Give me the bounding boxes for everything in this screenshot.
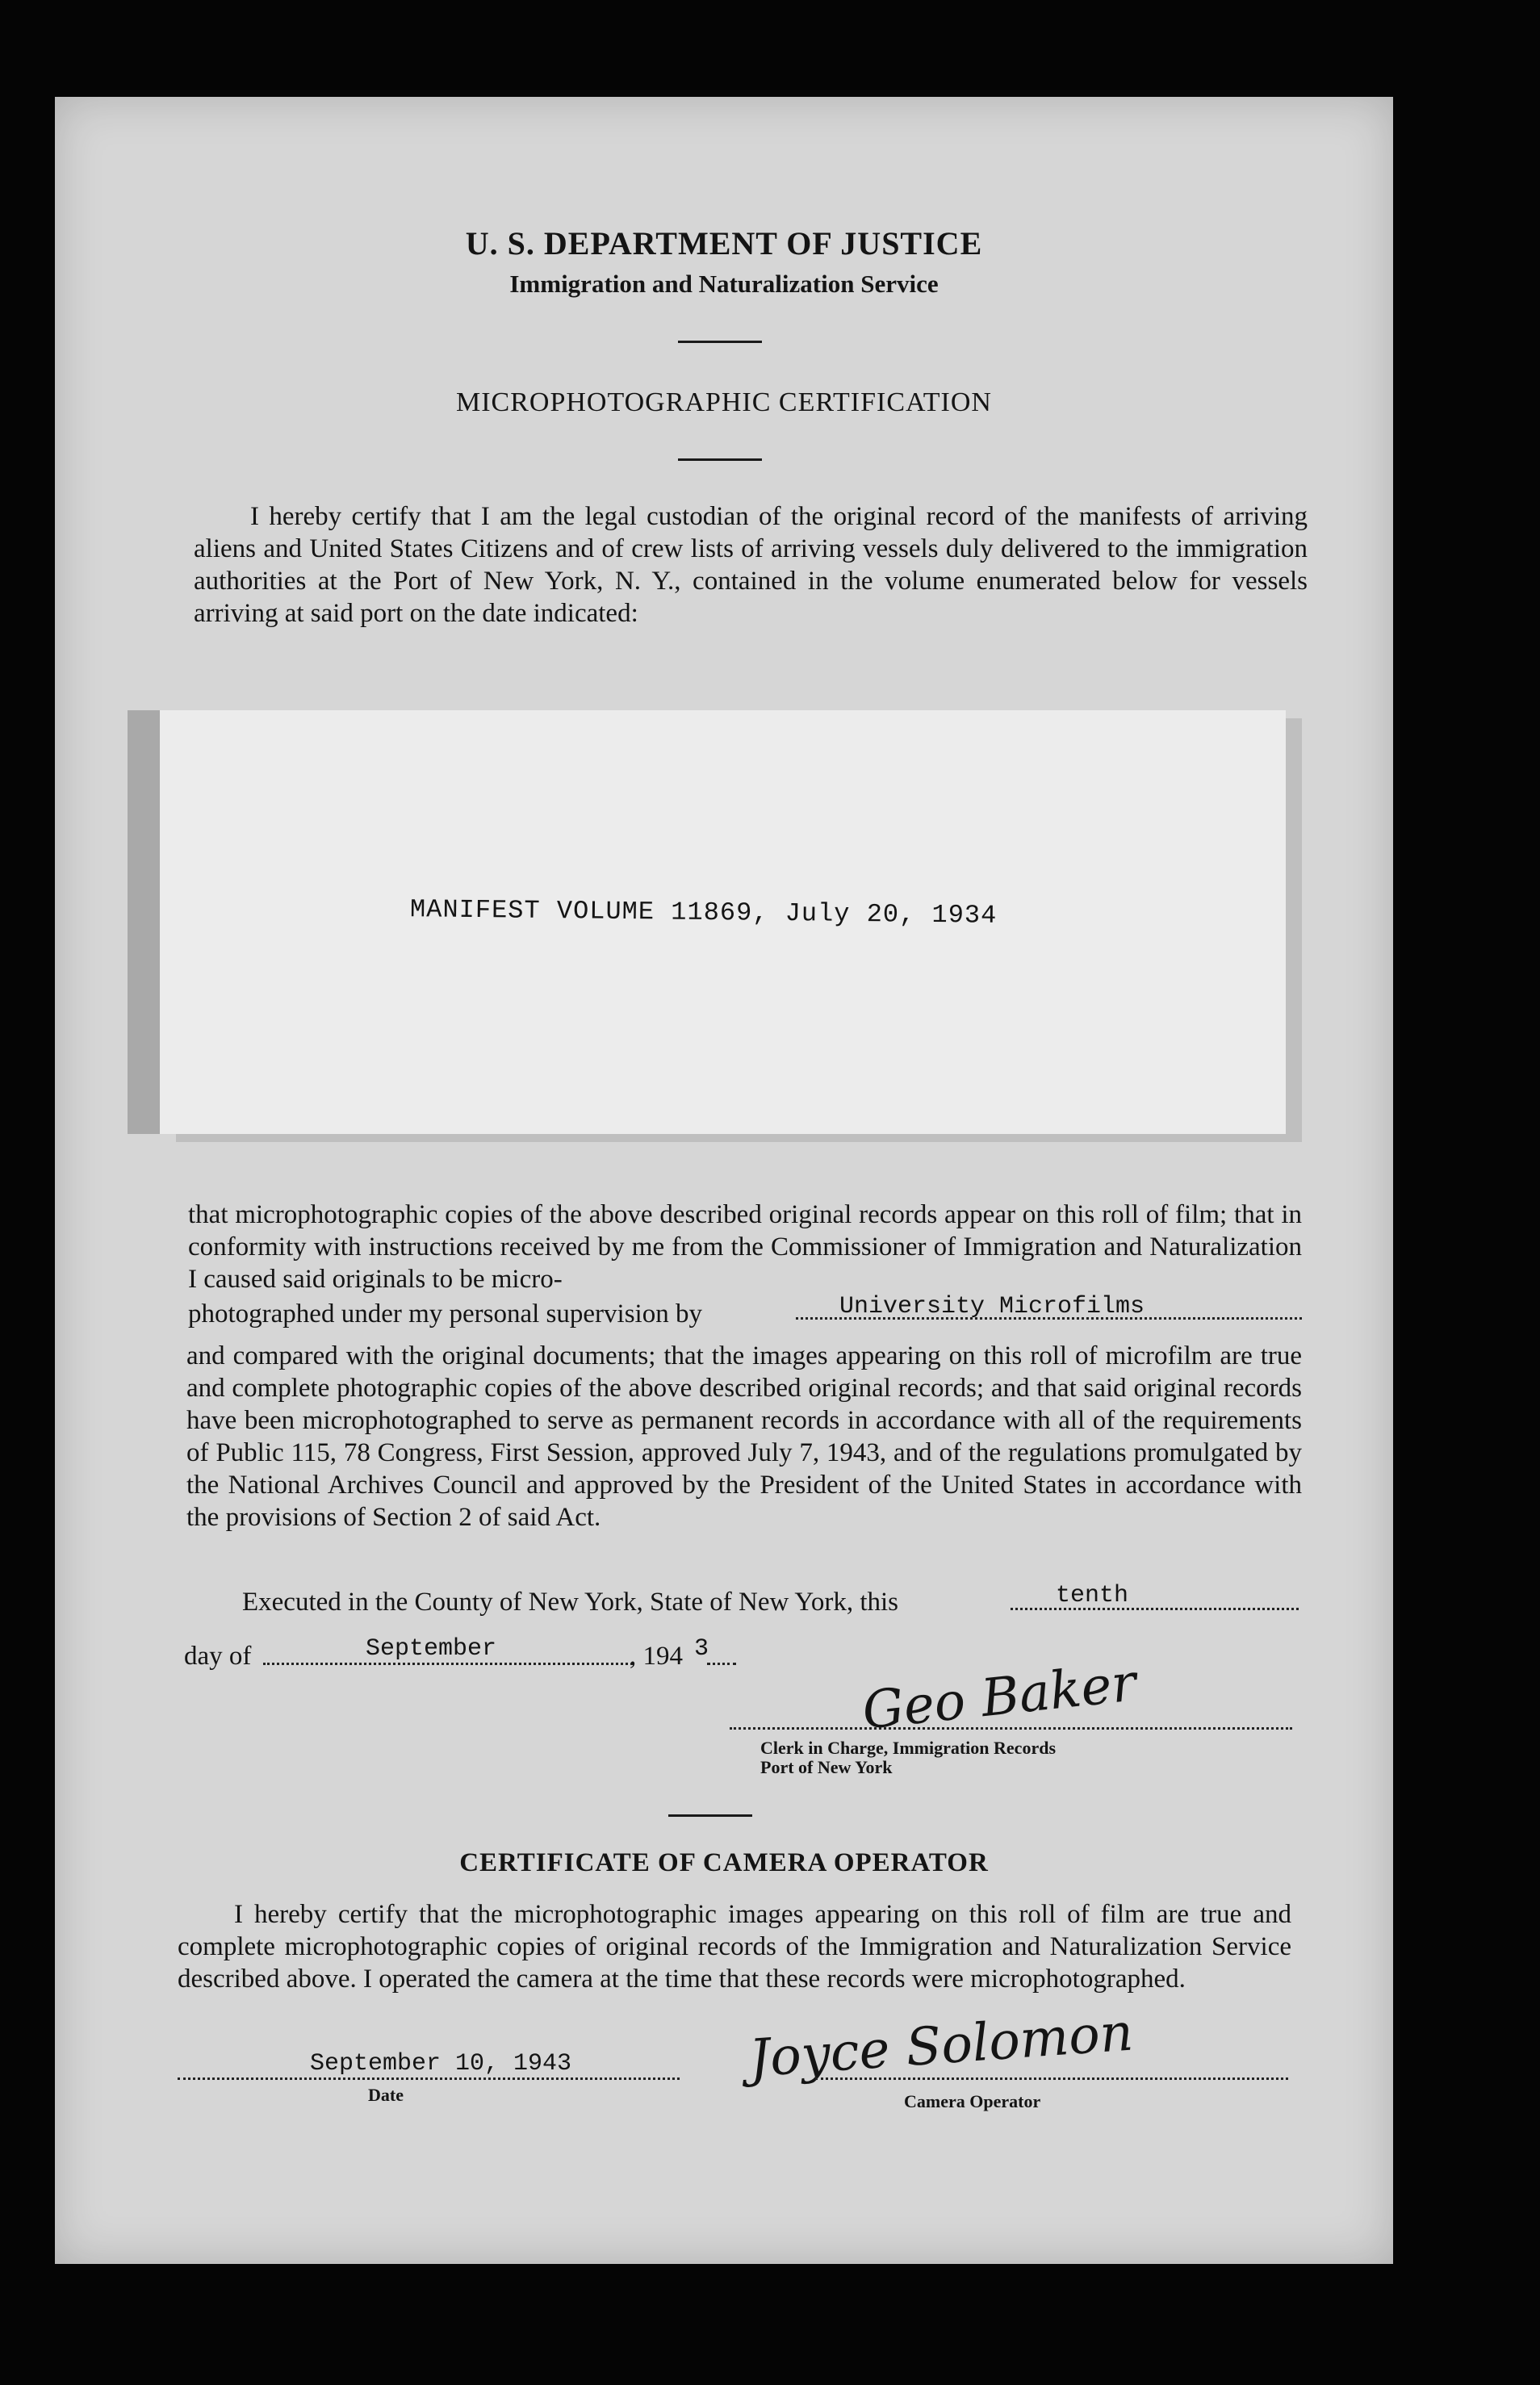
clerk-title-1: Clerk in Charge, Immigration Records — [760, 1738, 1057, 1758]
camera-paragraph: I hereby certify that the microphotographic images appearing on this roll of film are true and complete microphotographic copies of original records of the Immigration and Naturalization Service described above. I operated the camera at the time that these records were microphotographed. — [178, 1900, 1291, 1994]
execution-day-dotted-line — [1011, 1608, 1299, 1610]
operator-label: Camera Operator — [904, 2091, 1041, 2111]
manifest-card — [160, 710, 1286, 1134]
certification-title: MICROPHOTOGRAPHIC CERTIFICATION — [455, 387, 992, 417]
service-subtitle: Immigration and Naturalization Service — [509, 270, 939, 298]
execution-day: tenth — [1056, 1582, 1129, 1609]
operator-dotted-line — [815, 2077, 1288, 2080]
manifest-label: MANIFEST VOLUME 11869, July 20, 1934 — [409, 894, 998, 931]
department-title: U. S. DEPARTMENT OF JUSTICE — [465, 225, 983, 262]
body-paragraph-1: that microphotographic copies of the above described original records appear on this roll of film; that in conformity with instructions received by me from the Commissioner of Immigration and Naturalization I caused said originals to be micro- — [188, 1200, 1302, 1294]
year-prefix: , 194 — [630, 1642, 683, 1671]
clerk-signature: Geo Baker — [860, 1653, 1140, 1742]
camera-heading: CERTIFICATE OF CAMERA OPERATOR — [459, 1848, 989, 1877]
day-of-label: day of — [184, 1642, 252, 1671]
month-dotted-line — [263, 1663, 633, 1665]
supervision-name: University Microfilms — [839, 1293, 1145, 1320]
clerk-signature-line — [730, 1727, 1292, 1730]
execution-prefix: Executed in the County of New York, State of New York, this — [242, 1588, 899, 1617]
divider-bottom — [668, 1814, 752, 1817]
date-label: Date — [368, 2085, 404, 2105]
year-dotted-line — [707, 1663, 736, 1665]
execution-month: September — [366, 1635, 497, 1663]
camera-date: September 10, 1943 — [310, 2050, 572, 2077]
divider-top — [678, 341, 762, 343]
execution-line — [242, 1586, 898, 1618]
divider-mid — [678, 458, 762, 461]
clerk-title-2: Port of New York — [760, 1757, 893, 1777]
date-dotted-line — [178, 2077, 680, 2080]
operator-signature: Joyce Solomon — [747, 2002, 1136, 2090]
body-paragraph-2: and compared with the original documents; that the images appearing on this roll of microfilm are true and complete photographic copies of the above described original records; and that said original records have been microphotographed to serve as permanent records in accordance with all of the requirements of Public 115, 78 Congress, First Session, approved July 7, 1943, and of the regulations promulgated by the National Archives Council and approved by the President of the United States in accordance with the provisions of Section 2 of said Act. — [186, 1341, 1302, 1532]
supervision-prefix: photographed under my personal supervision by — [188, 1299, 702, 1328]
certificate-page — [55, 97, 1393, 2264]
year-digit: 3 — [694, 1635, 709, 1663]
intro-paragraph: I hereby certify that I am the legal custodian of the original record of the manifests of arriving aliens and United States Citizens and of crew lists of arriving vessels duly delivered to the immigration authorities at the Port of New York, N. Y., contained in the volume enumerated below for vessels arriving at said port on the date indicated: — [194, 502, 1308, 628]
